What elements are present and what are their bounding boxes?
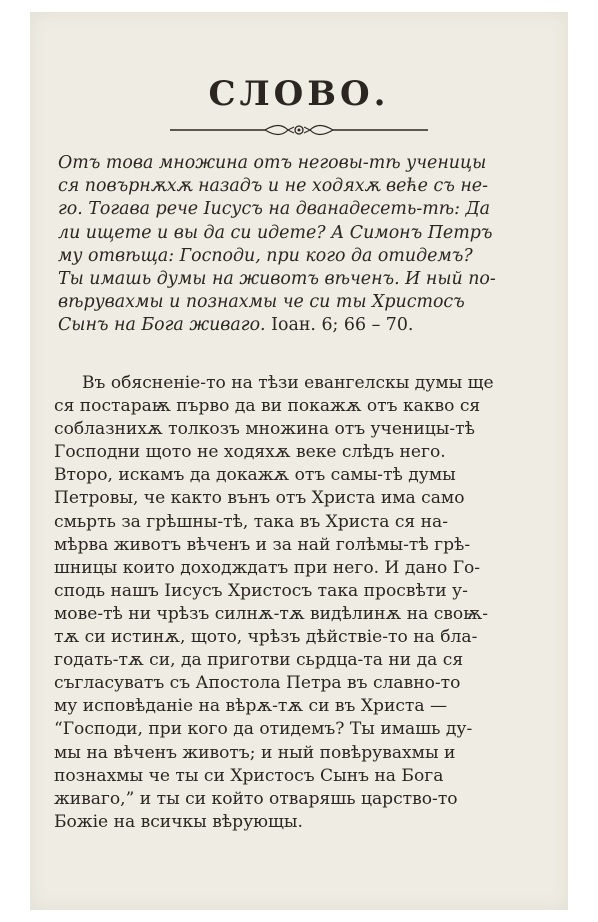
body-line: съгласуватъ съ Апостола Петра въ славно-то (54, 673, 461, 694)
body-line: живаго,” и ты си който отваряшь царство-то (54, 788, 458, 809)
epigraph-line: му отвѣща: Господи, при кого да отидемъ? (58, 245, 473, 266)
epigraph-line: ся повърнѫхѫ назадъ и не ходяхѫ веће съ не- (58, 176, 488, 197)
body-line: смьрть за грѣшны-тѣ, така въ Христа ся на- (54, 511, 448, 532)
epigraph-last-text: Сынъ на Бога живаго. (58, 315, 266, 336)
scripture-reference: Іоан. 6; 66 – 70. (265, 315, 414, 336)
body-line: Въ обясненіе-то на тѣзи евангелскы думы ще (82, 373, 494, 393)
page-title: СЛОВО. (208, 74, 390, 114)
body-line: тѫ си истинѫ, щото, чрѣзъ дѣйствіе-то на бла- (54, 627, 478, 648)
epigraph-last-line (58, 314, 542, 337)
body-line: Петровы, че както вънъ отъ Христа има само (54, 488, 465, 509)
sermon-text (54, 372, 550, 834)
body-line: годать-тѫ си, да приготви сьрдца-та ни да ся (54, 650, 464, 671)
epigraph-line: Ты имашь думы на животъ вѣченъ. И ный по- (58, 269, 496, 290)
body-line: “Господи, при кого да отидемъ? Ты имашь ду- (54, 719, 473, 740)
epigraph-line: го. Тогава рече Іисусъ на дванадесеть-тѣ: Да (58, 199, 490, 220)
book-page (30, 12, 568, 910)
epigraph-line: вѣрувахмы и познахмы че си ты Христосъ (58, 292, 465, 313)
body-line: ся постараѭ първо да ви покажѫ отъ какво ся (54, 396, 481, 417)
body-line: му исповѣданіе на вѣрѫ-тѫ си въ Христа — (54, 696, 448, 717)
body-line: Второ, искамъ да докажѫ отъ самы-тѣ думы (54, 465, 456, 486)
epigraph-line: Отъ това множина отъ неговы-тѣ ученицы (58, 153, 487, 173)
body-line: сподь нашъ Іисусъ Христосъ така просвѣти у- (54, 580, 468, 601)
body-line: Господни щото не ходяхѫ веке слѣдъ него. (54, 442, 446, 463)
epigraph (58, 152, 542, 338)
body-line: шницы които доходждатъ при него. И дано Го- (54, 557, 481, 578)
body-line: Божіе на всичкы вѣрующы. (54, 811, 303, 832)
body-line: мы на вѣченъ животъ; и ный повѣрувахмы и (54, 742, 456, 763)
ornamental-divider (170, 124, 428, 136)
body-line: познахмы че ты си Христосъ Сынъ на Бога (54, 765, 444, 786)
epigraph-line: ли ищете и вы да си идете? А Симонъ Петръ (58, 222, 493, 243)
body-line: соблазнихѫ толкозъ множина отъ ученицы-тѣ (54, 419, 475, 440)
body-line: мове-тѣ ни чрѣзъ силнѫ-тѫ видѣлинѫ на своѭ- (54, 603, 488, 624)
body-line: мѣрва животъ вѣченъ и за най голѣмы-тѣ грѣ- (54, 534, 471, 555)
